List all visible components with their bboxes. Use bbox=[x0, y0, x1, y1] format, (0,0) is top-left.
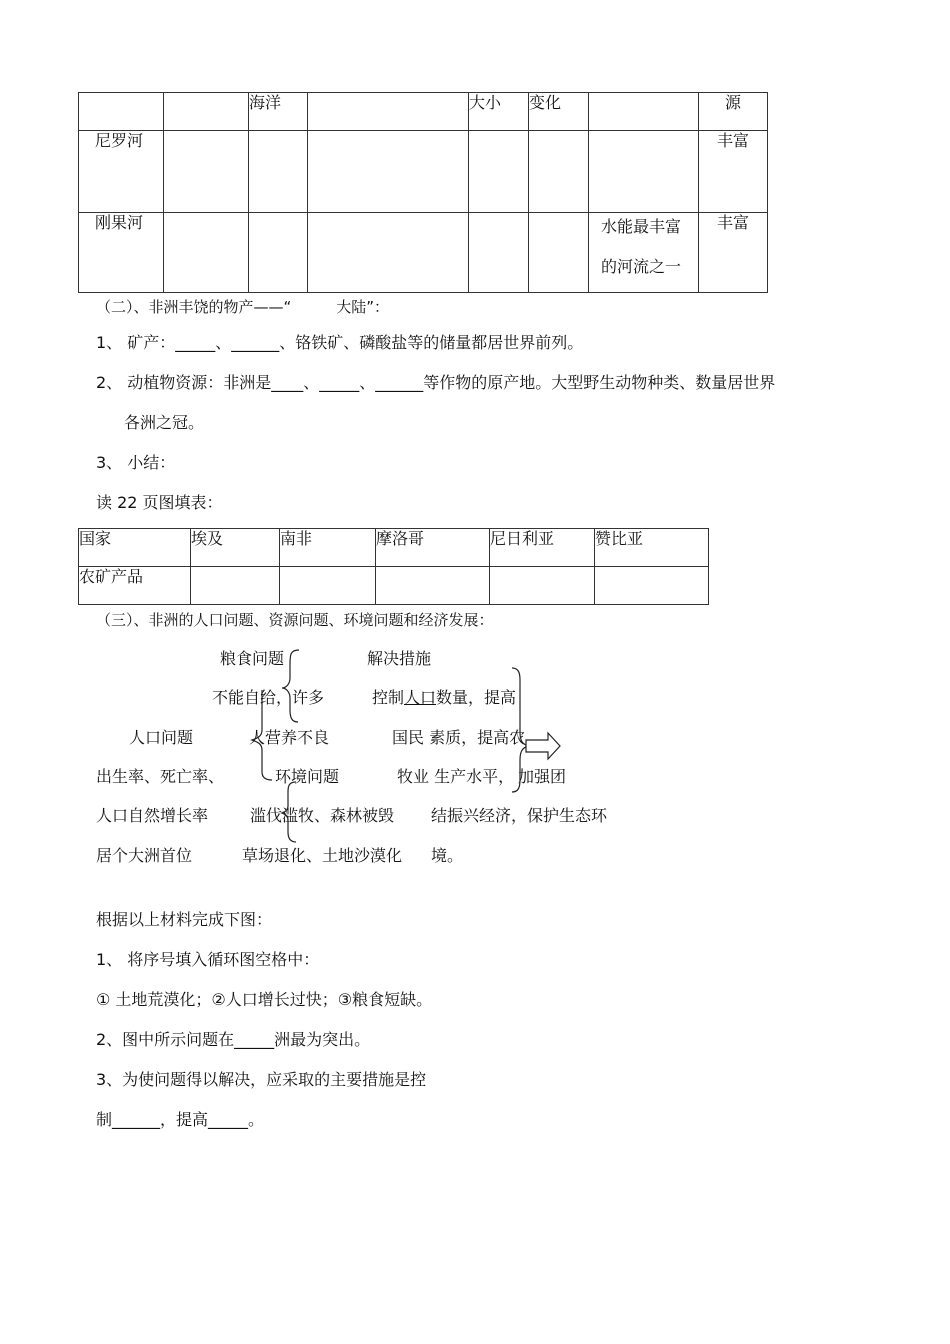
malnutrition: 人营养不良 bbox=[249, 728, 330, 747]
item-resources-line1: 2、 动植物资源：非洲是____、_____、______等作物的原产地。大型野生动物种类、数量居世界 bbox=[96, 373, 776, 392]
question-1: 1、 将序号填入循环图空格中： bbox=[96, 950, 320, 969]
item-minerals: 1、 矿产：_____、______、铬铁矿、磷酸盐等的储量都居世界前列。 bbox=[96, 333, 584, 352]
brace-food-problem bbox=[282, 650, 299, 722]
header-cell-egypt: 埃及 bbox=[191, 529, 280, 567]
question-3-line2: 制______，提高_____。 bbox=[96, 1110, 265, 1129]
natural-growth-rate: 人口自然增长率 bbox=[96, 806, 209, 825]
deforestation: 滥伐滥牧、森林被毁 bbox=[250, 806, 395, 825]
header-cell-source: 源 bbox=[699, 93, 768, 131]
food-problem: 粮食问题 bbox=[220, 649, 285, 668]
header-cell-zambia: 赞比亚 bbox=[595, 529, 709, 567]
header-cell-south-africa: 南非 bbox=[280, 529, 376, 567]
item-resources-line2: 各洲之冠。 bbox=[124, 413, 205, 432]
header-cell-nigeria: 尼日利亚 bbox=[490, 529, 595, 567]
question-3-line1: 3、为使问题得以解决，应采取的主要措施是控 bbox=[96, 1070, 427, 1089]
item-summary: 3、 小结： bbox=[96, 453, 176, 472]
section3-heading: （三）、非洲的人口问题、资源问题、环境问题和经济发展： bbox=[96, 611, 494, 629]
farming-level: 牧业 生产水平， bbox=[397, 767, 515, 786]
read-instruction: 读 22 页图填表： bbox=[96, 493, 223, 512]
birth-death-rate: 出生率、死亡率、 bbox=[96, 767, 225, 786]
control-prefix: 控制 bbox=[372, 688, 405, 707]
first-of-continents: 居个大洲首位 bbox=[96, 846, 193, 865]
table-cell: 丰富 bbox=[699, 131, 768, 213]
question-2: 2、图中所示问题在_____洲最为突出。 bbox=[96, 1030, 371, 1049]
strengthen: 加强团 bbox=[518, 767, 567, 786]
control-underlined: 人口 bbox=[404, 688, 437, 707]
question-1-options: ① 土地荒漠化；②人口增长过快；③粮食短缺。 bbox=[96, 990, 433, 1009]
environment-end: 境。 bbox=[431, 846, 464, 865]
unite-revive: 结振兴经济，保护生态环 bbox=[431, 806, 608, 825]
citizen-quality: 国民 素质，提高农 bbox=[392, 728, 526, 747]
header-cell-size: 大小 bbox=[469, 93, 529, 131]
row-label-products: 农矿产品 bbox=[79, 567, 191, 605]
population-problem: 人口问题 bbox=[129, 728, 194, 747]
river-name-cell: 尼罗河 bbox=[79, 131, 164, 213]
brace-solutions bbox=[512, 668, 528, 792]
river-name-cell: 刚果河 bbox=[79, 213, 164, 293]
hydropower-line1: 水能最丰富 bbox=[601, 217, 682, 236]
solution-heading: 解决措施 bbox=[367, 649, 432, 668]
not-self-sufficient: 不能自给，许多 bbox=[212, 688, 325, 707]
control-suffix: 数量，提高 bbox=[436, 688, 517, 707]
hydropower-line2: 的河流之一 bbox=[601, 257, 682, 276]
brace-population bbox=[252, 690, 272, 780]
header-cell-morocco: 摩洛哥 bbox=[376, 529, 490, 567]
brace-environment bbox=[282, 782, 296, 842]
table-cell: 丰富 bbox=[699, 213, 768, 293]
grassland-degradation: 草场退化、土地沙漠化 bbox=[242, 846, 403, 865]
right-arrow-icon bbox=[526, 733, 560, 759]
section2-heading: （二）、非洲丰饶的物产——“ 大陆”： bbox=[96, 298, 390, 316]
questions-intro: 根据以上材料完成下图： bbox=[96, 910, 273, 929]
header-cell-change: 变化 bbox=[529, 93, 589, 131]
header-cell-ocean: 海洋 bbox=[249, 93, 308, 131]
environment-problem: 环境问题 bbox=[275, 767, 340, 786]
header-cell-country: 国家 bbox=[79, 529, 191, 567]
